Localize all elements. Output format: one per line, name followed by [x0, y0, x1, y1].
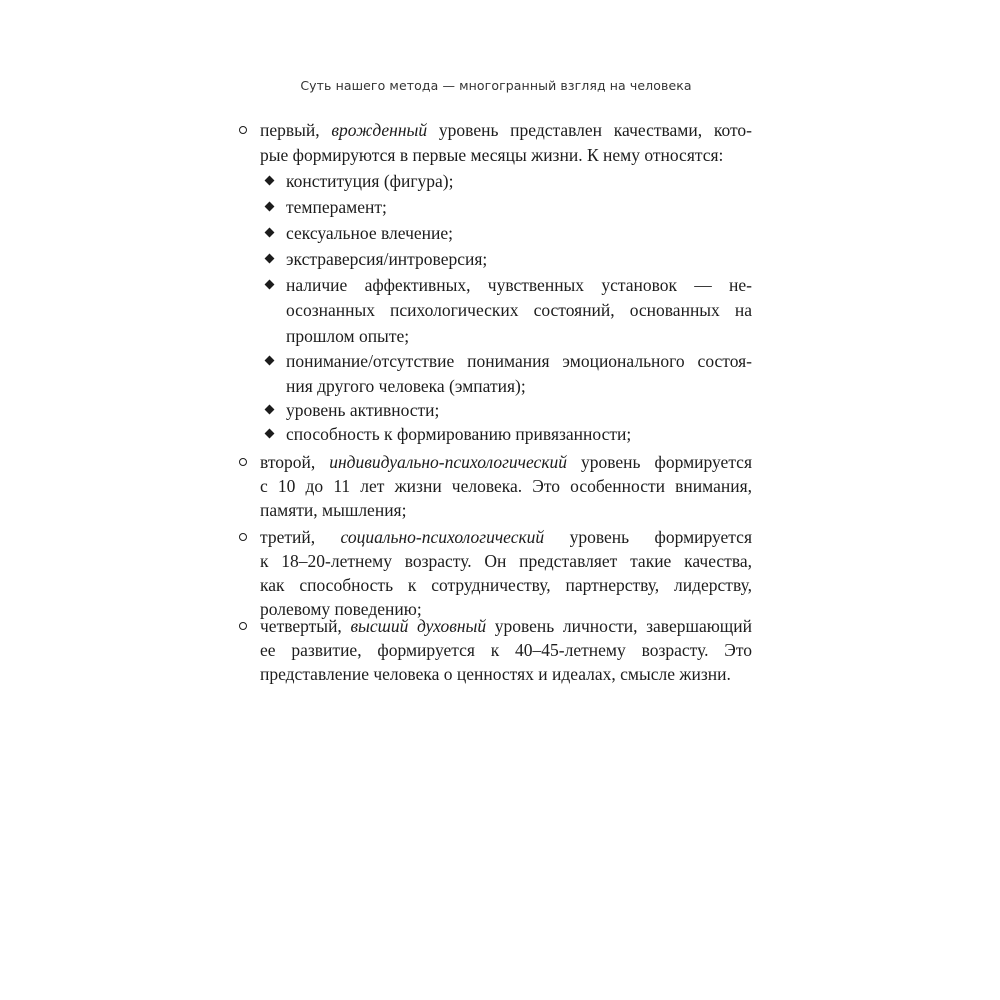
- text-run: прошлом опыте;: [286, 326, 410, 346]
- text-run: темперамент;: [286, 197, 387, 217]
- text-run: рые формируются в первые месяцы жизни. К нему относятся:: [260, 145, 724, 165]
- text-line: [260, 474, 752, 498]
- diamond-bullet-icon: [265, 228, 275, 238]
- text-run: представление человека о ценностях и идеалах, смысле жизни.: [260, 664, 731, 684]
- text-run: уровень формируется: [544, 527, 752, 547]
- text-run: к 18–20-летнему возрасту. Он представляет такие качества,: [260, 551, 752, 571]
- text-run: наличие аффективных, чувственных установок — не-: [286, 275, 752, 295]
- running-header: Суть нашего метода — многогранный взгляд на человека: [300, 78, 692, 93]
- italic-term: врожденный: [331, 120, 428, 140]
- text-line: [286, 273, 752, 297]
- text-line: [260, 118, 752, 142]
- text-run: третий,: [260, 527, 341, 547]
- text-run: как способность к сотрудничеству, партнерству, лидерству,: [260, 575, 752, 595]
- text-line: [260, 549, 752, 573]
- diamond-bullet-icon: [265, 405, 275, 415]
- text-run: уровень активности;: [286, 400, 440, 420]
- text-line: [286, 247, 752, 271]
- text-run: уровень личности, завершающий: [486, 616, 752, 636]
- text-run: способность к формированию привязанности;: [286, 424, 632, 444]
- text-run: второй,: [260, 452, 330, 472]
- text-line: [286, 221, 752, 245]
- italic-term: социально-психологический: [340, 527, 545, 547]
- text-run: ния другого человека (эмпатия);: [286, 376, 526, 396]
- text-run: памяти, мышления;: [260, 500, 407, 520]
- text-line: [286, 195, 752, 219]
- diamond-bullet-icon: [265, 254, 275, 264]
- text-line: [260, 498, 752, 522]
- text-line: [260, 525, 752, 549]
- italic-term: высший духовный: [350, 616, 487, 636]
- text-run: осознанных психологических состояний, основанных на: [286, 300, 752, 320]
- diamond-bullet-icon: [265, 202, 275, 212]
- text-run: с 10 до 11 лет жизни человека. Это особенности внимания,: [260, 476, 752, 496]
- text-line: [286, 298, 752, 322]
- text-line: [286, 169, 752, 193]
- circle-bullet-icon: [239, 126, 247, 134]
- text-line: [260, 143, 752, 167]
- diamond-bullet-icon: [265, 429, 275, 439]
- text-line: [286, 349, 752, 373]
- text-line: [260, 573, 752, 597]
- text-run: уровень формируется: [567, 452, 752, 472]
- text-line: [260, 662, 752, 686]
- text-line: [286, 422, 752, 446]
- text-line: [286, 324, 752, 348]
- text-run: понимание/отсутствие понимания эмоционального состоя-: [286, 351, 752, 371]
- text-line: [286, 374, 752, 398]
- diamond-bullet-icon: [265, 280, 275, 290]
- text-line: [260, 614, 752, 638]
- text-run: ролевому поведению;: [260, 599, 422, 619]
- text-run: четвертый,: [260, 616, 351, 636]
- italic-term: индивидуально-психологический: [329, 452, 568, 472]
- text-run: уровень представлен качествами, кото-: [427, 120, 752, 140]
- text-line: [286, 398, 752, 422]
- text-run: сексуальное влечение;: [286, 223, 454, 243]
- text-run: экстраверсия/интроверсия;: [286, 249, 488, 269]
- text-line: [260, 450, 752, 474]
- text-run: ее развитие, формируется к 40–45-летнему возрасту. Это: [260, 640, 752, 660]
- circle-bullet-icon: [239, 533, 247, 541]
- diamond-bullet-icon: [265, 356, 275, 366]
- circle-bullet-icon: [239, 622, 247, 630]
- text-run: первый,: [260, 120, 332, 140]
- text-line: [260, 638, 752, 662]
- circle-bullet-icon: [239, 458, 247, 466]
- diamond-bullet-icon: [265, 176, 275, 186]
- text-run: конституция (фигура);: [286, 171, 454, 191]
